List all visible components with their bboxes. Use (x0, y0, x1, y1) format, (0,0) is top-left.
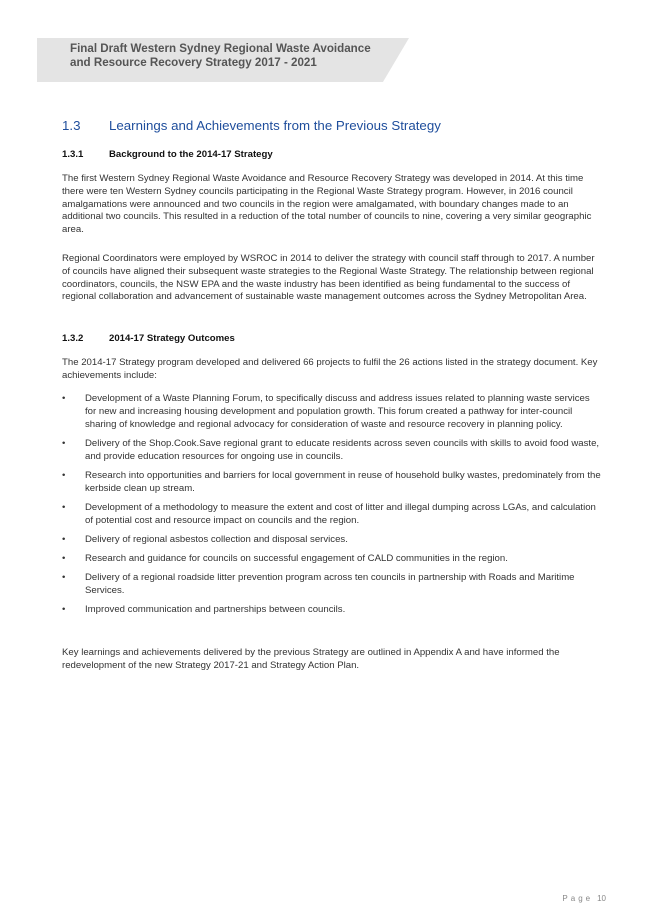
subsection-number: 1.3.1 (62, 149, 84, 160)
background-paragraph-1: The first Western Sydney Regional Waste Avoidance and Resource Recovery Strategy was developed in 2014. At this time there were ten Western Sydney councils participating in the Regional Waste Strategy program. However, in 2016 council amalgamations were announced and two councils in the region were amalgamated, with boundary changes made to an additional two councils. This resulted in a reduction of the total number of councils to nine, covering a very similar geographic area. (62, 173, 592, 236)
list-item: • Delivery of the Shop.Cook.Save regional grant to educate residents across seven councils with skills to avoid food waste, and provide education resources for ongoing use in councils. (62, 438, 602, 464)
subsection-title: 2014-17 Strategy Outcomes (109, 333, 235, 344)
section-heading (62, 118, 441, 133)
subsection-number: 1.3.2 (62, 333, 84, 344)
subsection-heading-background (62, 149, 273, 160)
list-item: • Improved communication and partnerships between councils. (62, 604, 602, 617)
document-title (70, 42, 390, 70)
section-title: Learnings and Achievements from the Previous Strategy (109, 118, 441, 133)
list-item: • Delivery of regional asbestos collection and disposal services. (62, 534, 602, 547)
list-item: • Research into opportunities and barriers for local government in reuse of household bulky wastes, predominately from the kerbside clean up stream. (62, 470, 602, 496)
page-number: 10 (597, 894, 606, 903)
achievements-list (62, 393, 602, 623)
list-item: • Development of a Waste Planning Forum, to specifically discuss and address issues related to planning waste services for new and increasing housing development and population growth. This forum created a pathway for inter-council sharing of knowledge and regional advocacy for consideration of waste and resource recovery in planning policy. (62, 393, 602, 431)
page-footer (562, 894, 606, 903)
background-paragraph-2: Regional Coordinators were employed by WSROC in 2014 to deliver the strategy with council staff through to 2017. A number of councils have aligned their subsequent waste strategies to the Regional Waste Strategy. The relationship between regional coordinators, councils, the NSW EPA and the waste industry has been identified as being fundamental to the success of regional collaboration and advancement of sustainable waste management outcomes across the Sydney Metropolitan Area. (62, 253, 595, 303)
outcomes-intro-paragraph: The 2014-17 Strategy program developed and delivered 66 projects to fulfil the 26 actions listed in the strategy document. Key achievements include: (62, 357, 598, 381)
list-item: • Delivery of a regional roadside litter prevention program across ten councils in partnership with Roads and Maritime Services. (62, 572, 602, 598)
page-label: Page (562, 894, 594, 903)
document-title-line-1: Final Draft Western Sydney Regional Waste Avoidance (70, 42, 371, 55)
section-number: 1.3 (62, 118, 81, 133)
list-item: • Research and guidance for councils on successful engagement of CALD communities in the region. (62, 553, 602, 566)
subsection-title: Background to the 2014-17 Strategy (109, 149, 273, 160)
document-title-line-2: and Resource Recovery Strategy 2017 - 2021 (70, 56, 317, 69)
list-item: • Development of a methodology to measure the extent and cost of litter and illegal dumping across LGAs, and calculation of potential cost and resource impact on councils and the region. (62, 502, 602, 528)
subsection-heading-outcomes (62, 333, 235, 344)
closing-paragraph: Key learnings and achievements delivered by the previous Strategy are outlined in Appendix A and have informed the redevelopment of the new Strategy 2017-21 and Strategy Action Plan. (62, 647, 560, 671)
